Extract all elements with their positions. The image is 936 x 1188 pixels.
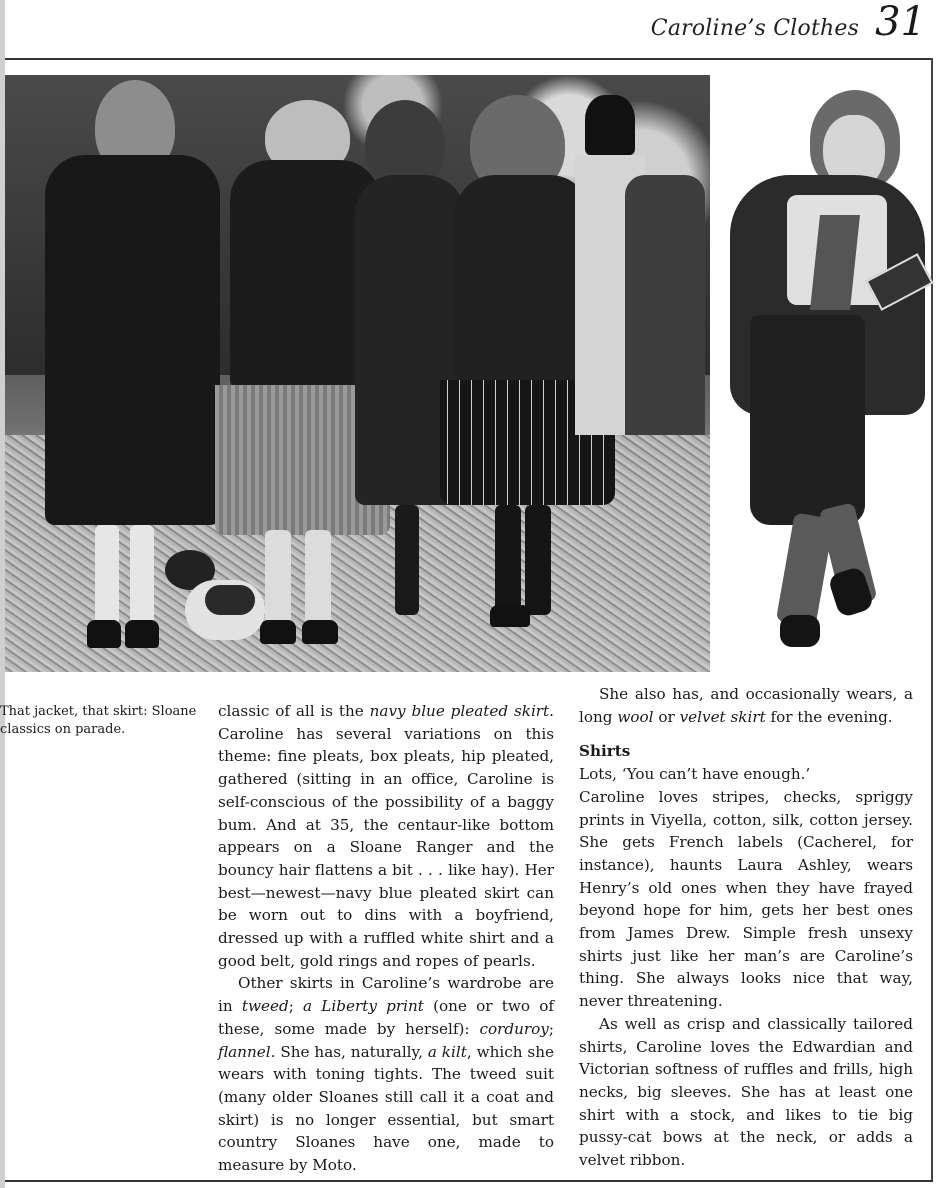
- running-title: Caroline’s Clothes: [650, 16, 860, 41]
- header-rule: [5, 58, 933, 60]
- italic-text-run: velvet skirt: [679, 707, 766, 726]
- main-photo: [5, 75, 710, 672]
- body-paragraph: [218, 972, 554, 1176]
- italic-text-run: a kilt: [427, 1042, 467, 1061]
- body-paragraph: [579, 683, 913, 728]
- text-run: classic of all is the: [218, 702, 370, 720]
- italic-text-run: wool: [617, 707, 654, 726]
- italic-text-run: tweed: [241, 997, 289, 1016]
- body-paragraph: [218, 700, 554, 972]
- text-run: She also has, and occasionally wears, a long: [579, 685, 913, 726]
- body-paragraph: [579, 763, 913, 786]
- cutout-breeches: [750, 315, 865, 525]
- body-column-2: [579, 683, 913, 1172]
- photo-dog: [165, 550, 275, 660]
- column-2-shirts-body: [579, 763, 913, 1172]
- text-run: for the evening.: [765, 707, 893, 726]
- column-2-intro: [579, 683, 913, 728]
- body-paragraph: [579, 786, 913, 1013]
- text-run: , which she wears with toning tights. The tweed suit (many older Sloanes still call it a coat and skirt) is no longer essential, but smart country Sloanes have one, made to measure by Moto.: [218, 1042, 554, 1175]
- text-run: Lots, ‘You can’t have enough.’: [579, 765, 811, 784]
- footer-rule: [5, 1180, 933, 1182]
- section-heading-shirts: Shirts: [579, 742, 631, 761]
- text-run: ;: [288, 997, 304, 1016]
- photo-bandsman: [565, 95, 705, 455]
- text-run: Other skirts in Caroline’s wardrobe are in: [218, 974, 554, 1016]
- text-run: (one or two of these, some made by herself):: [218, 997, 555, 1038]
- page-number: 31: [875, 0, 926, 45]
- italic-text-run: flannel: [218, 1042, 271, 1061]
- text-run: As well as crisp and classically tailored shirts, Caroline loves the Edwardian and Victorian softness of ruffles and frills, high necks, big sleeves. She has at least one shirt with a stock, and likes to tie big pussy-cat bows at the neck, or adds a velvet ribbon.: [579, 1014, 913, 1170]
- running-head: [651, 2, 926, 50]
- text-run: . She has, naturally,: [270, 1042, 428, 1061]
- italic-text-run: corduroy: [479, 1019, 549, 1038]
- text-run: ;: [548, 1019, 554, 1038]
- text-run: . Caroline has several variations on this theme: fine pleats, box pleats, hip pleated, gathered (sitting in an office, Caroline is self-conscious of the possibility of a baggy bum. And at 35, the centaur-like bottom appears on a Sloane Ranger and the bouncy hair flattens a bit . . . like hay). Her best—newest—navy blue pleated skirt can be worn out to dins with a boyfriend, dressed up with a ruffled white shirt and a good belt, gold rings and ropes of pearls.: [218, 702, 554, 970]
- body-column-1: [218, 700, 554, 1177]
- right-frame-rule: [931, 58, 933, 1182]
- photo-caption: That jacket, that skirt: Sloane classics on parade.: [0, 704, 197, 737]
- cutout-photo: [725, 85, 930, 655]
- italic-text-run: a Liberty print: [303, 997, 424, 1016]
- text-run: Caroline loves stripes, checks, spriggy prints in Viyella, cotton, silk, cotton jersey. She gets French labels (Cacherel, for instance), haunts Laura Ashley, wears Henry’s old ones when they have frayed beyond hope for him, gets her best ones from James Drew. Simple fresh unsexy shirts just like her man’s are Caroline’s thing. She always looks nice that way, never threatening.: [579, 787, 913, 1011]
- cutout-shoe-left: [780, 615, 820, 647]
- body-paragraph: [579, 1013, 913, 1172]
- italic-text-run: navy blue pleated skirt: [369, 702, 550, 720]
- text-run: or: [653, 707, 680, 726]
